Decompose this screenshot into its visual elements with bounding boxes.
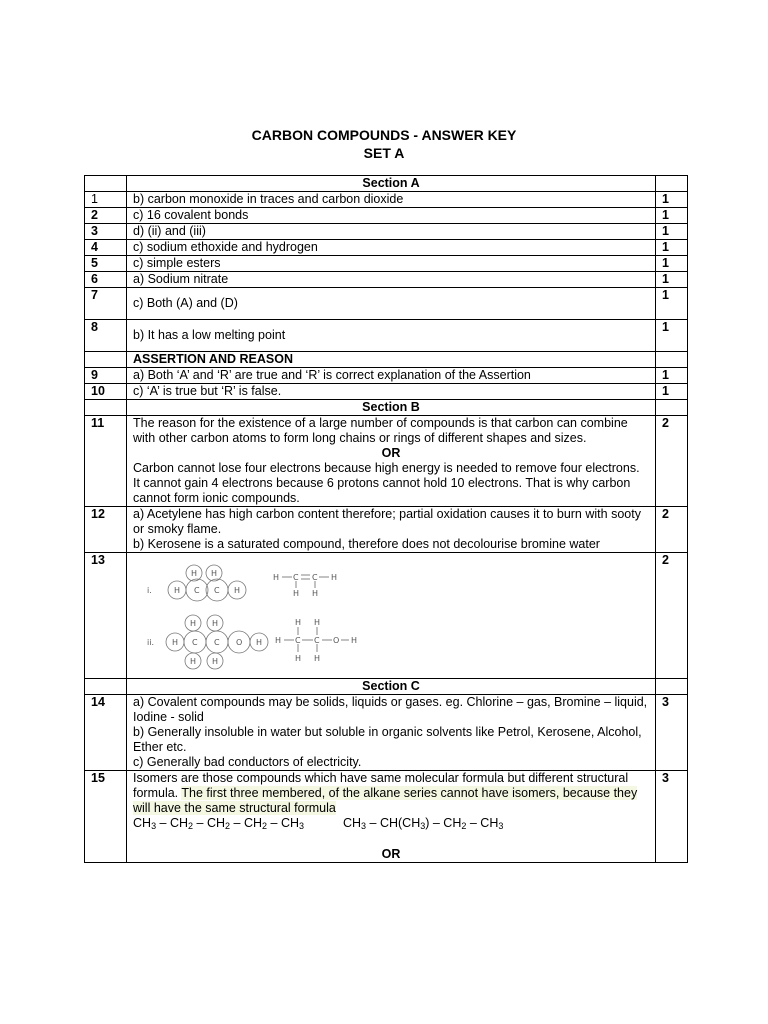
marks: 1	[656, 384, 688, 400]
marks: 1	[656, 208, 688, 224]
question-number: 14	[85, 695, 127, 771]
section-a-header-row	[85, 176, 688, 192]
atom-o: O	[333, 636, 340, 645]
answer-cell	[127, 416, 656, 507]
answer-cell	[127, 507, 656, 553]
atom-c: C	[192, 638, 198, 647]
answer-text: Carbon cannot lose four electrons because high energy is needed to remove four electrons. It cannot gain 4 electrons because 6 protons cannot hold 10 electrons. That is why carbon cannot form ionic compounds.	[133, 461, 640, 505]
table-row	[85, 771, 688, 863]
answer-text: a) Sodium nitrate	[127, 272, 656, 288]
atom-h: H	[295, 654, 302, 663]
answer-cell	[127, 771, 656, 863]
atom-h: H	[190, 619, 197, 628]
answer-text: c) Generally bad conductors of electricity.	[133, 755, 362, 769]
question-number: 9	[85, 368, 127, 384]
atom-h: H	[314, 654, 321, 663]
question-number: 4	[85, 240, 127, 256]
atom-c: C	[214, 586, 220, 595]
answer-text	[133, 771, 649, 816]
question-number: 2	[85, 208, 127, 224]
table-row	[85, 208, 688, 224]
answer-text: b) Kerosene is a saturated compound, therefore does not decolourise bromine water	[133, 537, 600, 551]
table-row	[85, 695, 688, 771]
table-row	[85, 416, 688, 507]
assertion-reason-header-row	[85, 352, 688, 368]
marks: 2	[656, 507, 688, 553]
question-number: 8	[85, 320, 127, 352]
atom-h: H	[275, 636, 282, 645]
table-row	[85, 256, 688, 272]
assertion-reason-heading: ASSERTION AND REASON	[127, 352, 656, 368]
marks: 1	[656, 224, 688, 240]
question-number: 12	[85, 507, 127, 553]
formula-isopentane: $CH_3 - CH(CH_3) - CH_2 - CH_3$	[342, 816, 504, 831]
atom-h: H	[293, 589, 300, 598]
answer-text: b) Generally insoluble in water but soluble in organic solvents like Petrol, Kerosene, Alcohol, Ether etc.	[133, 725, 642, 754]
atom-h: H	[174, 586, 181, 595]
marks: 1	[656, 272, 688, 288]
table-row	[85, 272, 688, 288]
answer-cell	[127, 695, 656, 771]
marks: 2	[656, 553, 688, 679]
document-subtitle: SET A	[363, 145, 405, 161]
table-row	[85, 224, 688, 240]
marks: 1	[656, 192, 688, 208]
answer-text: b) carbon monoxide in traces and carbon dioxide	[127, 192, 656, 208]
section-b-header-row	[85, 400, 688, 416]
answer-text: a) Both ‘A’ and ‘R’ are true and ‘R’ is correct explanation of the Assertion	[127, 368, 656, 384]
marks: 1	[656, 240, 688, 256]
answer-text: The reason for the existence of a large number of compounds is that carbon can combine with other carbon atoms to form long chains or rings of different shapes and sizes.	[133, 416, 628, 445]
atom-h: H	[256, 638, 263, 647]
table-row	[85, 507, 688, 553]
atom-h: H	[234, 586, 241, 595]
question-number: 11	[85, 416, 127, 507]
answer-text: a) Acetylene has high carbon content therefore; partial oxidation causes it to burn with sooty or smoky flame.	[133, 507, 641, 536]
section-a-heading: Section A	[127, 176, 656, 192]
answer-text: c) simple esters	[127, 256, 656, 272]
marks: 3	[656, 695, 688, 771]
document-title: CARBON COMPOUNDS - ANSWER KEY	[251, 127, 517, 143]
roman-label-i: i.	[147, 586, 152, 595]
atom-c: C	[312, 573, 318, 582]
answer-text: c) 16 covalent bonds	[127, 208, 656, 224]
atom-h: H	[212, 657, 219, 666]
question-number: 13	[85, 553, 127, 679]
atom-h: H	[172, 638, 179, 647]
answer-text: b) It has a low melting point	[127, 320, 656, 352]
table-row	[85, 192, 688, 208]
answer-cell	[127, 553, 656, 679]
structure-diagram	[127, 553, 655, 678]
atom-c: C	[194, 586, 200, 595]
section-c-header-row	[85, 679, 688, 695]
atom-h: H	[295, 618, 302, 627]
question-number: 10	[85, 384, 127, 400]
answer-text: c) sodium ethoxide and hydrogen	[127, 240, 656, 256]
table-row	[85, 553, 688, 679]
question-number: 5	[85, 256, 127, 272]
atom-h: H	[190, 657, 197, 666]
marks: 1	[656, 256, 688, 272]
answer-text: c) Both (A) and (D)	[127, 288, 656, 320]
highlighted-text: The first three membered, of the alkane series cannot have isomers, because they will have the same structural formula	[133, 786, 638, 815]
atom-h: H	[351, 636, 358, 645]
atom-h: H	[191, 569, 198, 578]
question-number: 1	[85, 192, 127, 208]
formula-line	[133, 816, 649, 834]
answer-text: d) (ii) and (iii)	[127, 224, 656, 240]
table-row	[85, 368, 688, 384]
table-row	[85, 320, 688, 352]
atom-h: H	[212, 619, 219, 628]
question-number: 15	[85, 771, 127, 863]
atom-o: O	[236, 638, 243, 647]
marks: 1	[656, 368, 688, 384]
answer-text: c) ‘A’ is true but ‘R’ is false.	[127, 384, 656, 400]
table-row	[85, 384, 688, 400]
marks: 1	[656, 320, 688, 352]
table-row	[85, 240, 688, 256]
marks: 2	[656, 416, 688, 507]
or-divider: OR	[381, 446, 401, 460]
section-b-heading: Section B	[127, 400, 656, 416]
question-number: 6	[85, 272, 127, 288]
roman-label-ii: ii.	[147, 638, 154, 647]
marks: 1	[656, 288, 688, 320]
atom-h: H	[312, 589, 319, 598]
answer-key-table	[84, 175, 688, 863]
answer-text-plain: Isomers are those compounds which have same molecular formula but different structural formula.	[133, 771, 629, 800]
table-row	[85, 288, 688, 320]
atom-h: H	[314, 618, 321, 627]
atom-c: C	[295, 636, 301, 645]
question-number: 3	[85, 224, 127, 240]
formula-n-pentane: $CH_3 - CH_2 - CH_2 - CH_2 - CH_3$	[133, 816, 305, 831]
marks: 3	[656, 771, 688, 863]
section-c-heading: Section C	[127, 679, 656, 695]
atom-c: C	[293, 573, 299, 582]
atom-c: C	[314, 636, 320, 645]
question-number: 7	[85, 288, 127, 320]
atom-h: H	[273, 573, 280, 582]
or-divider: OR	[381, 847, 401, 861]
atom-h: H	[331, 573, 338, 582]
atom-h: H	[211, 569, 218, 578]
atom-c: C	[214, 638, 220, 647]
answer-text: a) Covalent compounds may be solids, liquids or gases. eg. Chlorine – gas, Bromine – liquid, Iodine - solid	[133, 695, 648, 724]
